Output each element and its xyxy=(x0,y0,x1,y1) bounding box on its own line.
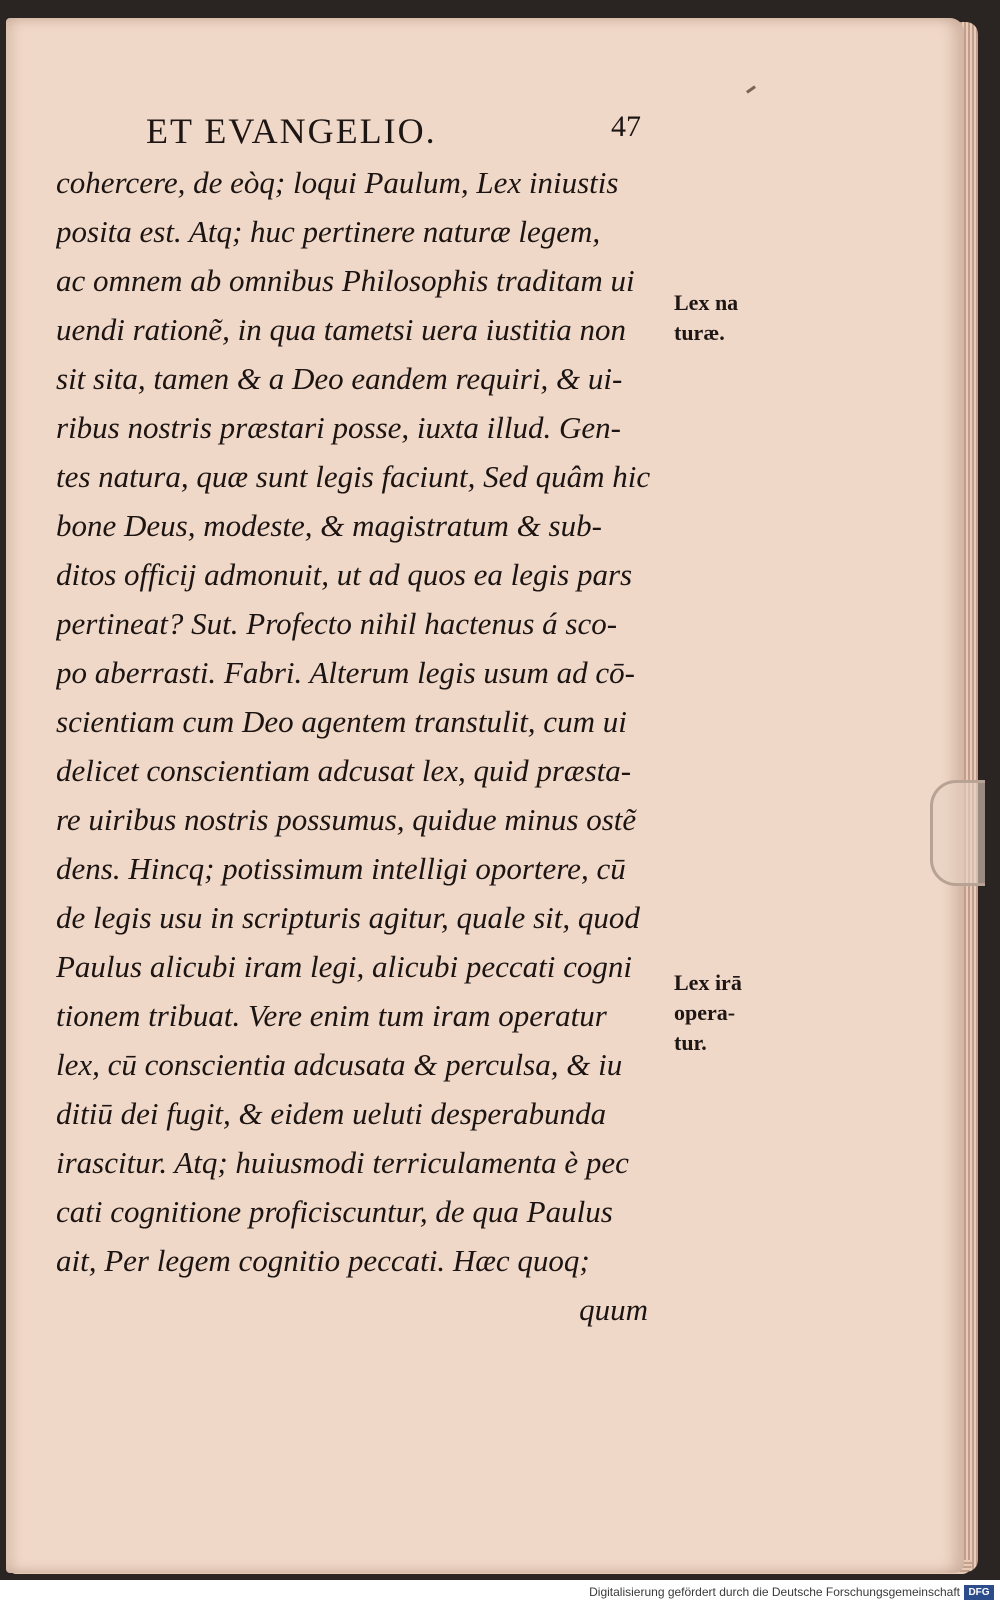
page-number: 47 xyxy=(611,110,641,143)
text-line: pertineat? Sut. Profecto nihil hactenus á sco- xyxy=(56,606,618,641)
margin-note-line: turæ. xyxy=(674,320,725,345)
text-line: ditos officij admonuit, ut ad quos ea legis pars xyxy=(56,557,633,592)
text-line: uendi rationẽ, in qua tametsi uera iustitia non xyxy=(56,312,627,347)
text-line: delicet conscientiam adcusat lex, quid præsta- xyxy=(56,753,632,788)
text-line: tes natura, quæ sunt legis faciunt, Sed quâm hic xyxy=(56,459,651,494)
digitization-credit: Digitalisierung gefördert durch die Deutsche Forschungsgemeinschaft xyxy=(589,1585,960,1599)
text-line: scientiam cum Deo agentem transtulit, cum ui xyxy=(56,704,627,739)
text-line: ribus nostris præstari posse, iuxta illud. Gen- xyxy=(56,410,621,445)
text-line: dens. Hincq; potissimum intelligi oportere, cū xyxy=(56,851,626,886)
margin-note-lex-iram xyxy=(674,968,794,1058)
text-line: bone Deus, modeste, & magistratum & sub- xyxy=(56,508,602,543)
text-line: cohercere, de eòq; loqui Paulum, Lex iniustis xyxy=(56,165,619,200)
text-line: re uiribus nostris possumus, quidue minus ostẽ xyxy=(56,802,637,837)
text-line: ac omnem ab omnibus Philosophis traditam ui xyxy=(56,263,635,298)
catchword: quum xyxy=(579,1292,648,1327)
text-line: ditiū dei fugit, & eidem ueluti desperabunda xyxy=(56,1096,607,1131)
text-line: de legis usu in scripturis agitur, quale sit, quod xyxy=(56,900,640,935)
text-line: Paulus alicubi iram legi, alicubi peccati cogni xyxy=(56,949,632,984)
margin-note-line: Lex irā xyxy=(674,970,742,995)
text-line: posita est. Atq; huc pertinere naturæ legem, xyxy=(56,214,601,249)
text-line: sit sita, tamen & a Deo eandem requiri, & ui- xyxy=(56,361,623,396)
text-line: tionem tribuat. Vere enim tum iram operatur xyxy=(56,998,607,1033)
running-head: ET EVANGELIO. xyxy=(146,111,437,151)
page-clip xyxy=(930,780,985,886)
dfg-logo: DFG xyxy=(964,1585,994,1600)
footer-bar xyxy=(0,1582,1000,1604)
text-line: lex, cū conscientia adcusata & perculsa, & iu xyxy=(56,1047,623,1082)
ink-mark xyxy=(746,85,756,93)
book-page xyxy=(6,18,964,1573)
page-header xyxy=(146,110,666,154)
body-text xyxy=(56,158,666,1334)
text-line: irascitur. Atq; huiusmodi terriculamenta è pec xyxy=(56,1145,629,1180)
margin-note-lex-naturae xyxy=(674,288,794,348)
text-line: cati cognitione proficiscuntur, de qua Paulus xyxy=(56,1194,613,1229)
margin-note-line: Lex na xyxy=(674,290,739,315)
margin-note-line: tur. xyxy=(674,1030,707,1055)
text-line: po aberrasti. Fabri. Alterum legis usum ad cō- xyxy=(56,655,635,690)
text-line: ait, Per legem cognitio peccati. Hæc quoq; xyxy=(56,1243,590,1278)
margin-note-line: opera- xyxy=(674,1000,736,1025)
